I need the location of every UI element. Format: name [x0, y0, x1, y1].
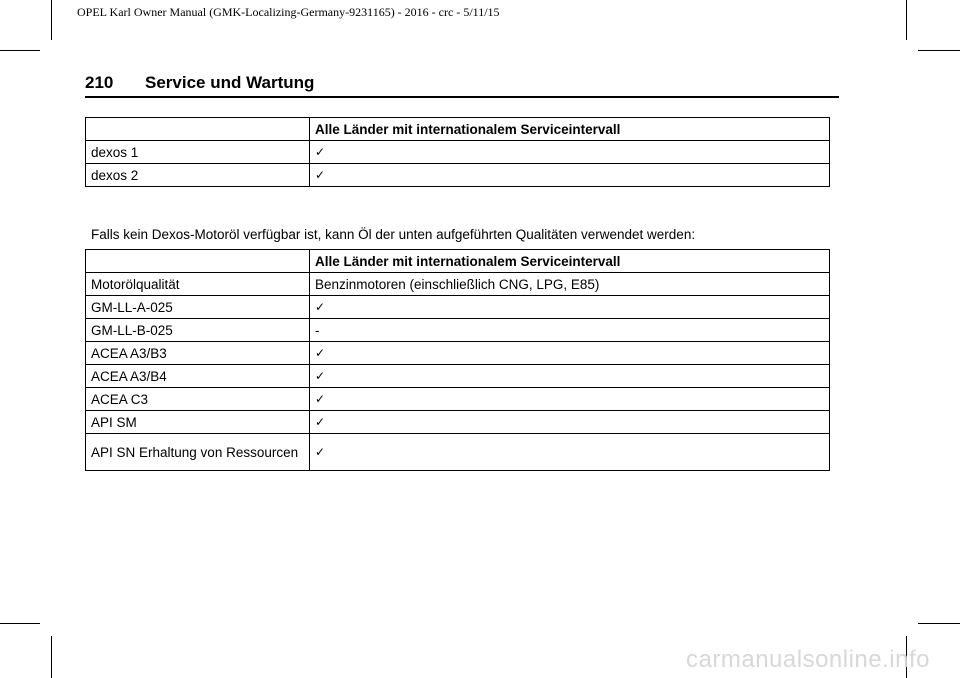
watermark: carmanualsonline.info	[686, 646, 930, 673]
row-label: dexos 1	[86, 141, 310, 164]
check-icon: ✓	[310, 411, 830, 434]
table-header-row	[86, 250, 830, 273]
header-rule	[85, 96, 839, 98]
check-icon: ✓	[310, 164, 830, 187]
page-header	[85, 73, 314, 93]
crop-mark	[918, 623, 960, 624]
check-icon: ✓	[310, 141, 830, 164]
row-label: GM-LL-A-025	[86, 296, 310, 319]
dash-value: -	[310, 319, 830, 342]
row-label: GM-LL-B-025	[86, 319, 310, 342]
row-label: dexos 2	[86, 164, 310, 187]
table-row	[86, 388, 830, 411]
oil-quality-table	[85, 249, 830, 471]
table-corner-cell	[86, 118, 310, 141]
check-icon: ✓	[310, 434, 830, 471]
row-value: Benzinmotoren (einschließlich CNG, LPG, E85)	[310, 273, 830, 296]
table-row	[86, 164, 830, 187]
row-label: Motorölqualität	[86, 273, 310, 296]
table-row	[86, 434, 830, 471]
crop-mark	[0, 623, 40, 624]
column-header: Alle Länder mit internationalem Serviceintervall	[310, 250, 830, 273]
table-row	[86, 141, 830, 164]
table-subheader-row	[86, 273, 830, 296]
crop-mark	[906, 0, 907, 40]
table-row	[86, 365, 830, 388]
row-label: API SN Erhaltung von Ressourcen	[86, 434, 310, 471]
check-icon: ✓	[310, 296, 830, 319]
check-icon: ✓	[310, 365, 830, 388]
section-title: Service und Wartung	[145, 73, 315, 92]
table-corner-cell	[86, 250, 310, 273]
document-meta: OPEL Karl Owner Manual (GMK-Localizing-Germany-9231165) - 2016 - crc - 5/11/15	[77, 5, 500, 19]
table-row	[86, 411, 830, 434]
table-row	[86, 319, 830, 342]
dexos-table	[85, 117, 830, 187]
crop-mark	[51, 0, 52, 40]
crop-mark	[918, 50, 960, 51]
table-header-row	[86, 118, 830, 141]
table-row	[86, 342, 830, 365]
check-icon: ✓	[310, 388, 830, 411]
intro-paragraph: Falls kein Dexos-Motoröl verfügbar ist, kann Öl der unten aufgeführten Qualitäten verwendet werden:	[91, 227, 696, 242]
crop-mark	[0, 50, 40, 51]
row-label: API SM	[86, 411, 310, 434]
row-label: ACEA A3/B3	[86, 342, 310, 365]
column-header: Alle Länder mit internationalem Serviceintervall	[310, 118, 830, 141]
table-row	[86, 296, 830, 319]
row-label: ACEA A3/B4	[86, 365, 310, 388]
page-number: 210	[85, 73, 114, 92]
check-icon: ✓	[310, 342, 830, 365]
crop-mark	[51, 636, 52, 678]
row-label: ACEA C3	[86, 388, 310, 411]
